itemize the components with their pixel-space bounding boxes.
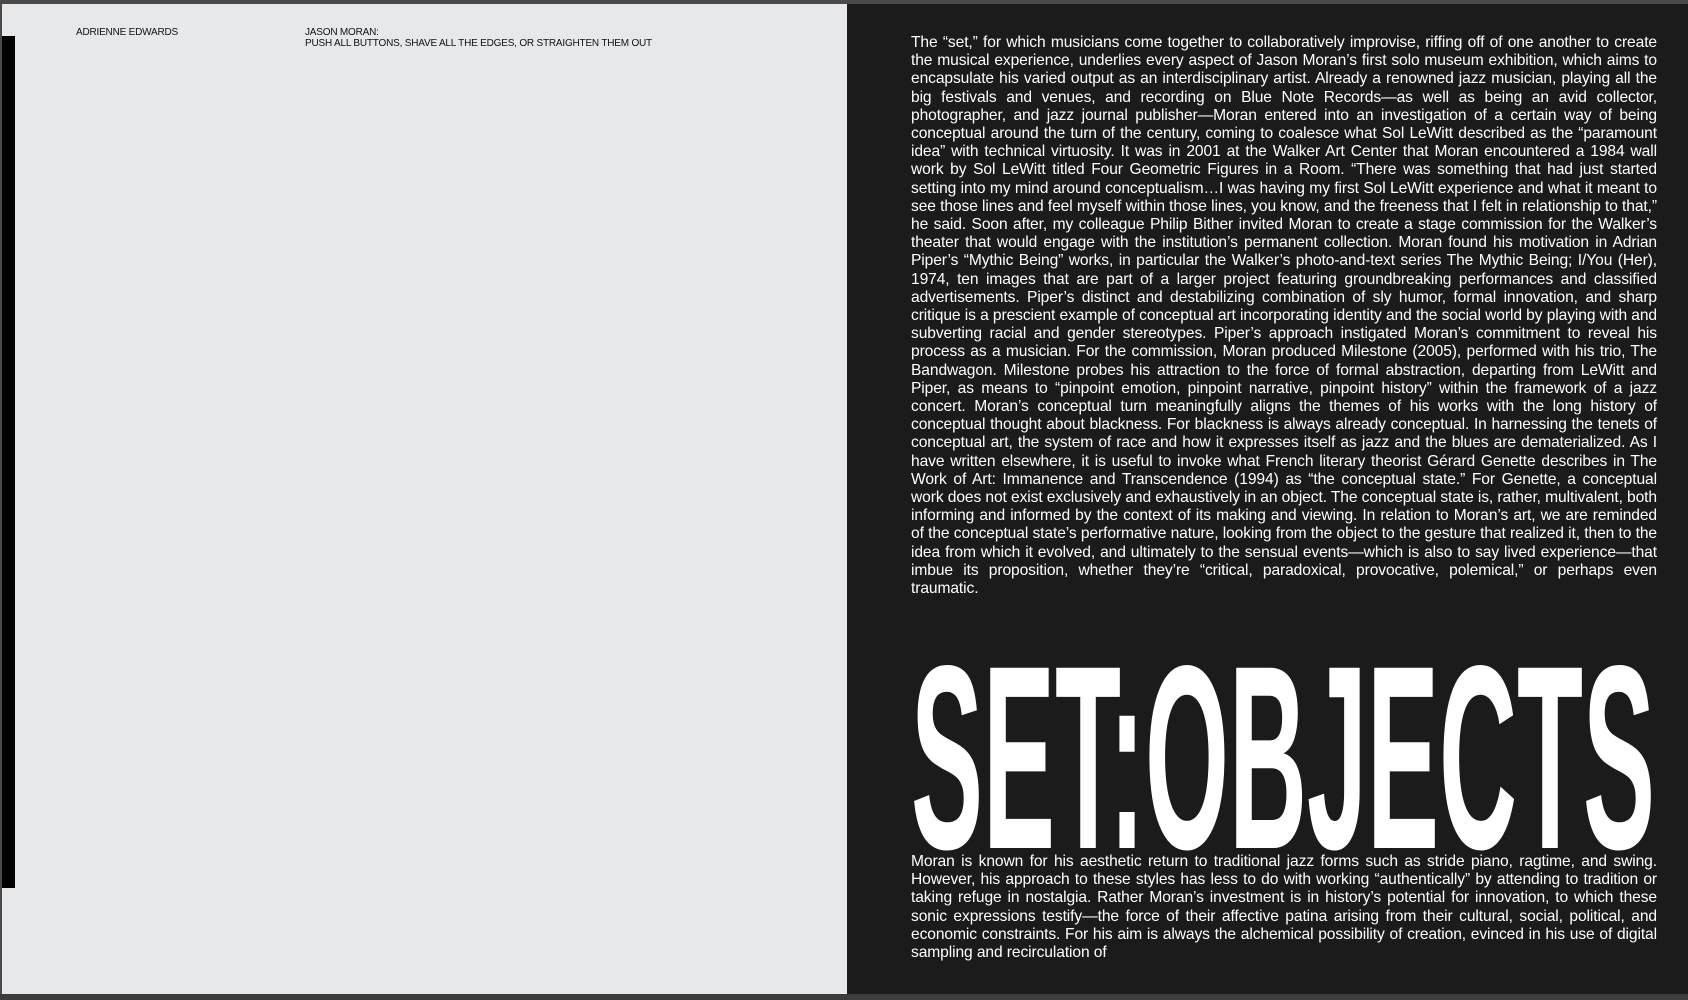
running-head-title: [305, 27, 652, 49]
headline-text: SET:OBJECTS: [911, 652, 1655, 852]
section-headline: [911, 652, 1657, 852]
running-head-title-line-1: JASON MORAN:: [305, 27, 379, 38]
right-page: [847, 4, 1688, 994]
body-paragraph-2: Moran is known for his aesthetic return to traditional jazz forms such as stride piano, ragtime, and swing. However, his approach to these styles has less to do with working “authentically” by attending to tradition or taking refuge in nostalgia. Rather Moran’s investment is in history’s potential for innovation, to which these sonic expressions testify—the force of their affective patina arising from their cultural, social, political, and economic constraints. For his aim is always the alchemical possibility of creation, evinced in his use of digital sampling and recirculation of: [911, 853, 1657, 962]
running-head-author: ADRIENNE EDWARDS: [76, 27, 178, 38]
headline-svg: [911, 652, 1657, 852]
page-edge-bar: [2, 36, 15, 888]
left-page: [2, 4, 847, 994]
bottom-edge: [0, 994, 1688, 1000]
running-head-title-line-2: PUSH ALL BUTTONS, SHAVE ALL THE EDGES, OR STRAIGHTEN THEM OUT: [305, 38, 652, 49]
body-paragraph-1: The “set,” for which musicians come together to collaboratively improvise, riffing off of one another to create the musical experience, underlies every aspect of Jason Moran’s first solo museum exhibition, which aims to encapsulate his varied output as an interdisciplinary artist. Already a renowned jazz musician, playing all the big festivals and venues, and recording on Blue Note Records—as well as being an avid collector, photographer, and jazz journal publisher—Moran entered into an investigation of a certain way of being conceptual around the turn of the century, coming to coalesce what Sol LeWitt described as the “paramount idea” with technical virtuosity. It was in 2001 at the Walker Art Center that Moran encountered a 1984 wall work by Sol LeWitt titled Four Geometric Figures in a Room. “There was something that had just started setting into my mind around conceptualism…I was having my first Sol LeWitt experience and what it meant to see those lines and feel myself within those lines, you know, and the freeness that I felt in relationship to that,” he said. Soon after, my colleague Philip Bither invited Moran to create a stage commission for the Walker’s theater that would engage with the institution’s permanent collection. Moran found his motivation in Adrian Piper’s “Mythic Being” works, in particular the Walker’s photo-and-text series The Mythic Being; I/You (Her), 1974, ten images that are part of a larger project featuring groundbreaking performances and classified advertisements. Piper’s distinct and destabilizing combination of sly humor, formal innovation, and sharp critique is a prescient example of conceptual art incorporating identity and the social world by playing with and subverting racial and gender stereotypes. Piper’s approach instigated Moran’s commitment to reveal his process as a musician. For the commission, Moran produced Milestone (2005), performed with his trio, The Bandwagon. Milestone probes his attraction to the force of formal abstraction, departing from LeWitt and Piper, as means to “pinpoint emotion, pinpoint narrative, pinpoint history” within the framework of a jazz concert. Moran’s conceptual turn meaningfully aligns the themes of his works with the long history of conceptual thought about blackness. For blackness is always already conceptual. In harnessing the tenets of conceptual art, the system of race and how it expresses itself as jazz and the blues are dematerialized. As I have written elsewhere, it is useful to invoke what French literary theorist Gérard Genette describes in The Work of Art: Immanence and Transcendence (1994) as “the conceptual state.” For Genette, a conceptual work does not exist exclusively and exhaustively in an object. The conceptual state is, rather, multivalent, both informing and informed by the context of its making and viewing. In relation to Moran’s art, we are reminded of the conceptual state’s performative nature, looking from the object to the gesture that realized it, then to the idea from which it evolved, and ultimately to the sensual events—which is also to say lived experience—that imbue its proposition, whether they’re “critical, paradoxical, provocative, polemical,” or perhaps even traumatic.: [911, 34, 1657, 598]
